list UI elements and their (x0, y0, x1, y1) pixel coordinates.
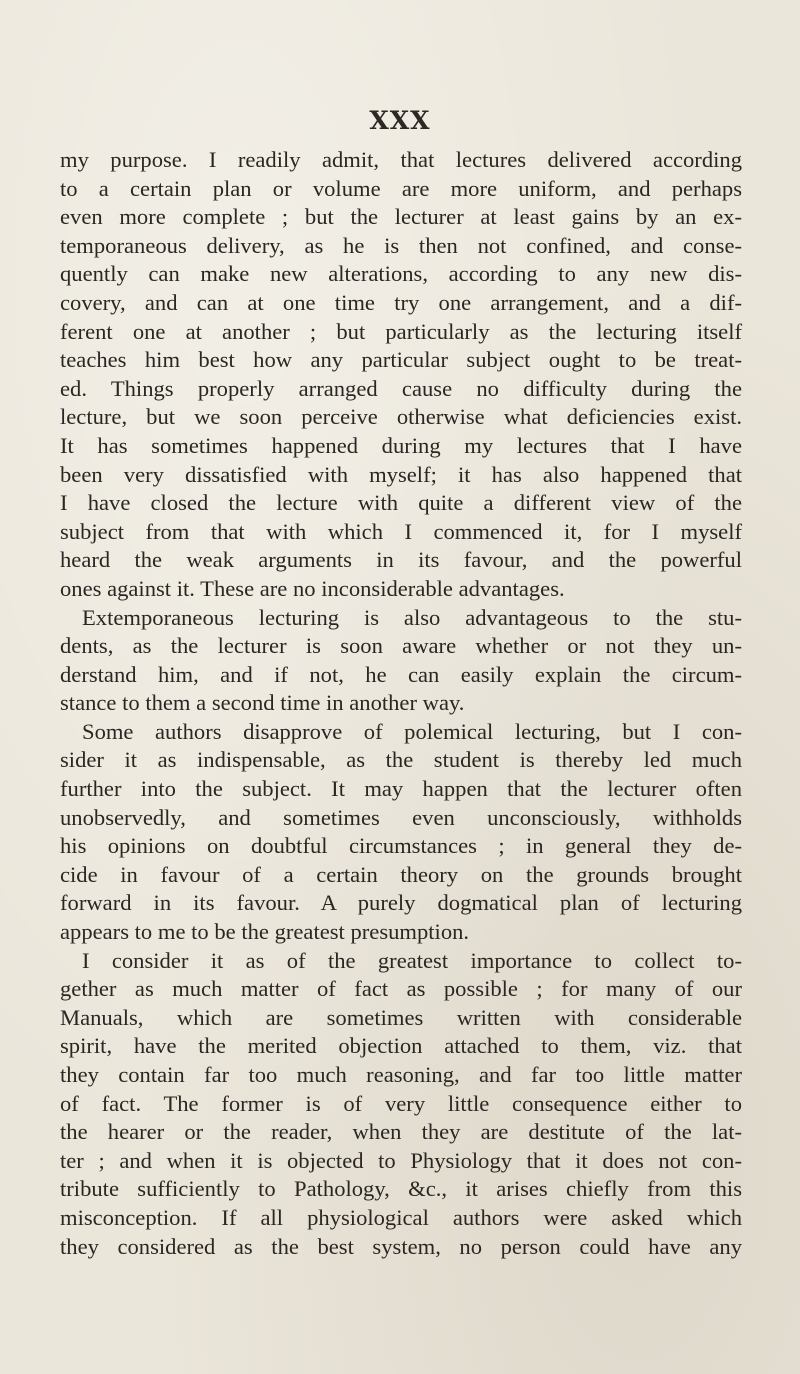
paragraph (60, 947, 742, 1262)
text-line: I consider it as of the greatest importance to collect to- (82, 947, 742, 973)
text-line: misconception. If all physiological authors were asked which (60, 1204, 742, 1230)
text-line: cide in favour of a certain theory on the grounds brought (60, 861, 742, 887)
page-number: XXX (369, 106, 431, 135)
text-line: of fact. The former is of very little consequence either to (60, 1090, 742, 1116)
text-line: they considered as the best system, no person could have any (60, 1233, 742, 1259)
text-line: ferent one at another ; but particularly as the lecturing itself (60, 318, 742, 344)
text-line: forward in its favour. A purely dogmatical plan of lecturing (60, 890, 742, 916)
text-line: to a certain plan or volume are more uniform, and perhaps (60, 175, 742, 201)
text-line: the hearer or the reader, when they are destitute of the lat- (60, 1119, 742, 1145)
text-line: Some authors disapprove of polemical lecturing, but I con- (82, 718, 742, 744)
text-line: even more complete ; but the lecturer at least gains by an ex- (60, 204, 742, 230)
text-line: teaches him best how any particular subject ought to be treat- (60, 347, 742, 373)
text-line: Manuals, which are sometimes written with considerable (60, 1004, 742, 1030)
text-line: stance to them a second time in another way. (60, 690, 465, 716)
text-line: covery, and can at one time try one arrangement, and a dif- (60, 289, 742, 315)
text-line: Extemporaneous lecturing is also advantageous to the stu- (82, 604, 742, 630)
paragraph (60, 146, 742, 604)
text-line: they contain far too much reasoning, and far too little matter (60, 1062, 742, 1087)
text-line: It has sometimes happened during my lectures that I have (60, 432, 742, 458)
text-line: further into the subject. It may happen that the lecturer often (60, 776, 742, 802)
text-line: heard the weak arguments in its favour, and the powerful (60, 547, 742, 573)
text-line: his opinions on doubtful circumstances ; in general they de- (60, 833, 742, 859)
text-line: dents, as the lecturer is soon aware whether or not they un- (60, 633, 742, 659)
text-line: temporaneous delivery, as he is then not confined, and conse- (60, 232, 742, 258)
text-line: quently can make new alterations, according to any new dis- (60, 261, 742, 287)
text-line: tribute sufficiently to Pathology, &c., it arises chiefly from this (60, 1176, 742, 1202)
text-line: derstand him, and if not, he can easily explain the circum- (60, 661, 742, 687)
paragraph (60, 718, 742, 947)
text-line: been very dissatisfied with myself; it has also happened that (60, 461, 742, 487)
text-line: gether as much matter of fact as possible ; for many of our (60, 976, 742, 1002)
text-line: I have closed the lecture with quite a different view of the (60, 490, 742, 516)
text-line: unobservedly, and sometimes even unconsciously, withholds (60, 804, 742, 830)
paragraph (60, 604, 742, 718)
text-line: lecture, but we soon perceive otherwise what deficiencies exist. (60, 404, 742, 430)
text-line: spirit, have the merited objection attached to them, viz. that (60, 1033, 742, 1059)
text-line: sider it as indispensable, as the student is thereby led much (60, 747, 742, 773)
body-text (60, 146, 742, 1261)
text-line: ones against it. These are no inconsiderable advantages. (60, 575, 565, 601)
text-line: ter ; and when it is objected to Physiology that it does not con- (60, 1147, 742, 1173)
text-line: appears to me to be the greatest presumption. (60, 919, 470, 945)
text-line: ed. Things properly arranged cause no difficulty during the (60, 375, 742, 401)
text-line: subject from that with which I commenced it, for I myself (60, 518, 742, 544)
text-line: my purpose. I readily admit, that lectures delivered according (60, 147, 742, 172)
